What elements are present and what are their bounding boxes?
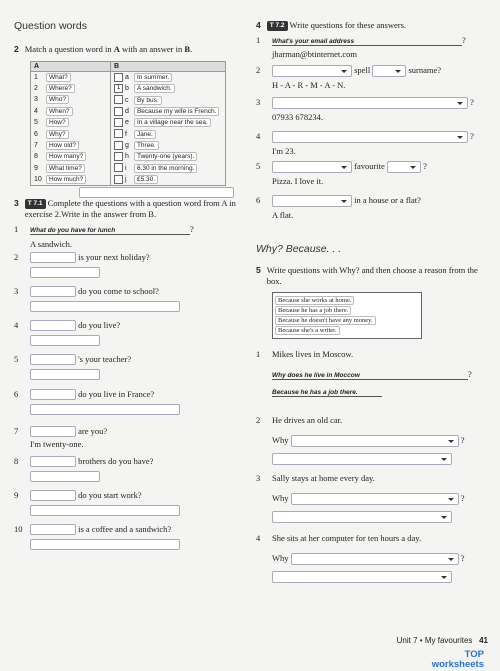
question-select[interactable] [272,131,468,143]
ex3-item: 9 do you start work? [14,490,242,516]
ex4-item: 6 in a house or a flat? A flat. [256,195,421,221]
left-column [14,20,242,594]
question-select[interactable] [387,161,421,173]
ex3-item: 6 do you live in France? [14,389,242,415]
reason-chip: Because she works at home. [275,296,354,305]
brand-logo: TOP worksheets [431,649,484,670]
reason-select[interactable] [272,571,452,583]
ex4-instructions: 4 T 7.2 Write questions for these answers. [256,20,407,30]
track-badge: T 7.2 [267,21,288,31]
question-word-input[interactable] [30,490,76,501]
reason-chip: Because he doesn't have any money. [275,316,376,325]
question-word-input[interactable] [30,252,76,263]
ex5-items [256,349,488,589]
answer-input[interactable] [30,404,180,415]
ex3-items [14,224,242,594]
ex2-instructions: 2 Match a question word in A with an answer in B. [14,44,193,54]
answer-input[interactable] [30,471,100,482]
table-row: 7 How old? g Three. [31,140,226,151]
ex3-item: 2 is your next holiday? [14,252,242,278]
why-question-select[interactable] [291,493,459,505]
why-question-select[interactable] [291,553,459,565]
answer-input[interactable] [30,335,100,346]
table-row: 8 How many? h Twenty-one (years). [31,151,226,162]
table-row: 6 Why? f Jane. [31,128,226,139]
ex3-item: 3 do you come to school? [14,286,242,312]
match-checkbox[interactable] [114,107,123,116]
answer-input[interactable] [30,369,100,380]
question-word-input[interactable] [30,354,76,365]
answer-input[interactable] [30,267,100,278]
ex3-item: 7 are you? I'm twenty-one. [14,425,108,450]
reason-chip: Because he has a job there. [275,306,351,315]
question-select[interactable] [272,65,352,77]
ex4-items [256,35,488,235]
table-row: 3 Who? c By bus. [31,94,226,105]
ex3-item: 4 do you live? [14,320,242,346]
question-word-input[interactable] [30,286,76,297]
ex5-item: 1 Mikes lives in Moscow. Why does he live in Moccow ? Because he has a job there. [256,349,472,397]
match-checkbox[interactable] [114,118,123,127]
question-select[interactable] [272,161,352,173]
match-checkbox[interactable] [114,163,123,172]
why-question-select[interactable] [291,435,459,447]
question-word-input[interactable] [30,426,76,437]
ex3-item: 10 is a coffee and a sandwich? [14,524,242,550]
reason-chip: Because she's a writer. [275,326,340,335]
table-row: 10 How much? j £5.30. [31,174,226,186]
table-row: 1 What? a In summer. [31,71,226,83]
ex3-instructions: 3 T 7.1 Complete the questions with a question word from A in exercise 2.Write in the answer from B. [14,198,242,220]
table-row: 5 How? e In a village near the sea. [31,117,226,128]
why-section-title: Why? Because. . . [256,243,342,256]
question-select[interactable] [272,195,352,207]
match-checkbox[interactable] [114,73,123,82]
question-select[interactable] [372,65,406,77]
question-word-input[interactable] [30,320,76,331]
ex4-item: 4 ? I'm 23. [256,131,474,157]
ex5-item: 4 She sits at her computer for ten hours a day. Why ? [256,533,488,583]
ex5-item: 2 He drives an old car. Why ? [256,415,488,465]
question-word-input[interactable] [30,389,76,400]
ex5-item: 3 Sally stays at home every day. Why ? [256,473,488,523]
table-row: 9 What time? i 6.30 in the morning. [31,162,226,173]
match-checkbox[interactable] [114,95,123,104]
match-checkbox[interactable] [114,175,123,184]
ex4-item: 5 favourite ? Pizza. I love it. [256,161,427,187]
ex4-item: 3 ? 07933 678234. [256,97,474,123]
match-checkbox[interactable] [114,152,123,161]
question-word-input[interactable] [30,524,76,535]
answer-input[interactable] [30,301,180,312]
match-checkbox[interactable]: 1 [114,84,123,93]
table-row: 2 Where? 1 b A sandwich. [31,83,226,94]
track-badge: T 7.1 [25,199,46,209]
match-checkbox[interactable] [114,129,123,138]
matching-table: A B 1 What? a In summer. 2 Where? 1 b A sandwich. 3 Who? c By bus. 4 When? d Because my wife is French. 5 How? e In a village near the sea. 6 Why? f Jane. 7 How old? g Three. 8 How many? h Twenty-one (years). 9 What time? i 6.30 in the morning. 10 How much? j £5.30. [30,61,226,186]
ex3-item: 5 's your teacher? [14,354,242,380]
ex3-item: 8 brothers do you have? [14,456,242,482]
ex3-header-input[interactable] [79,187,234,198]
answer-input[interactable] [30,505,180,516]
reason-select[interactable] [272,453,452,465]
page-footer: Unit 7 • My favourites 41 [396,636,488,645]
reason-box [272,292,422,339]
section-title: Question words [14,20,87,32]
reason-select[interactable] [272,511,452,523]
question-word-input[interactable] [30,456,76,467]
question-select[interactable] [272,97,468,109]
table-row: 4 When? d Because my wife is French. [31,106,226,117]
ex4-item: 1 What's your email address ? jharman@btinternet.com [256,35,466,60]
answer-input[interactable] [30,539,180,550]
ex4-item: 2 spell surname? H - A - R - M - A - N. [256,65,442,91]
match-checkbox[interactable] [114,141,123,150]
ex5-instructions: 5 Write questions with Why? and then choose a reason from the box. [256,265,478,286]
ex3-item: 1 What do you have for lunch ? A sandwich. [14,223,194,249]
right-column [256,20,488,589]
